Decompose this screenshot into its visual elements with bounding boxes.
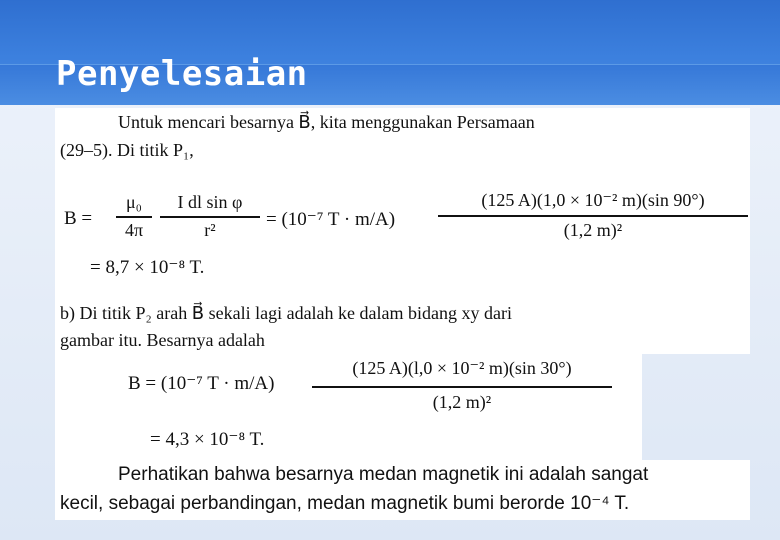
eq1-frac3-bar: [438, 215, 748, 217]
eq2-result: = 4,3 × 10⁻⁸ T.: [150, 429, 265, 450]
eq1-frac1-bar: [116, 216, 152, 218]
intro-line-1: Untuk mencari besarnya B⃗, kita menggunakan Persamaan: [118, 112, 535, 132]
eq1-constant: = (10⁻⁷ T · m/A): [266, 209, 396, 230]
part-b-line-1: b) Di titik P₂ arah B⃗ sekali lagi adalah ke dalam bidang xy dari: [60, 303, 512, 323]
note-line-1: Perhatikan bahwa besarnya medan magnetik ini adalah sangat: [118, 464, 649, 485]
eq1-result: = 8,7 × 10⁻⁸ T.: [90, 257, 205, 278]
eq1-frac2-numerator: I dl sin φ: [177, 192, 243, 212]
note-line-2: kecil, sebagai perbandingan, medan magnetik bumi berorde 10⁻⁴ T.: [60, 493, 630, 514]
eq2-bar: [312, 386, 612, 388]
eq1-lhs: B =: [64, 208, 93, 229]
eq1-frac2-denominator: r²: [204, 220, 216, 240]
eq2-denominator: (1,2 m)²: [432, 392, 492, 412]
eq1-frac1-denominator: 4π: [124, 220, 144, 240]
eq1-frac3-denominator: (1,2 m)²: [563, 220, 623, 240]
slide-title: Penyelesaian: [56, 54, 308, 94]
eq2-numerator: (125 A)(l,0 × 10⁻² m)(sin 30°): [352, 358, 572, 378]
eq1-frac1-numerator: μ₀: [126, 192, 142, 212]
intro-line-2: (29–5). Di titik P₁,: [60, 140, 194, 160]
eq1-frac2-bar: [160, 216, 260, 218]
eq1-frac3-numerator: (125 A)(1,0 × 10⁻² m)(sin 90°): [481, 190, 705, 210]
part-b-line-2: gambar itu. Besarnya adalah: [60, 330, 265, 350]
eq2-lhs: B = (10⁻⁷ T · m/A): [128, 373, 275, 394]
